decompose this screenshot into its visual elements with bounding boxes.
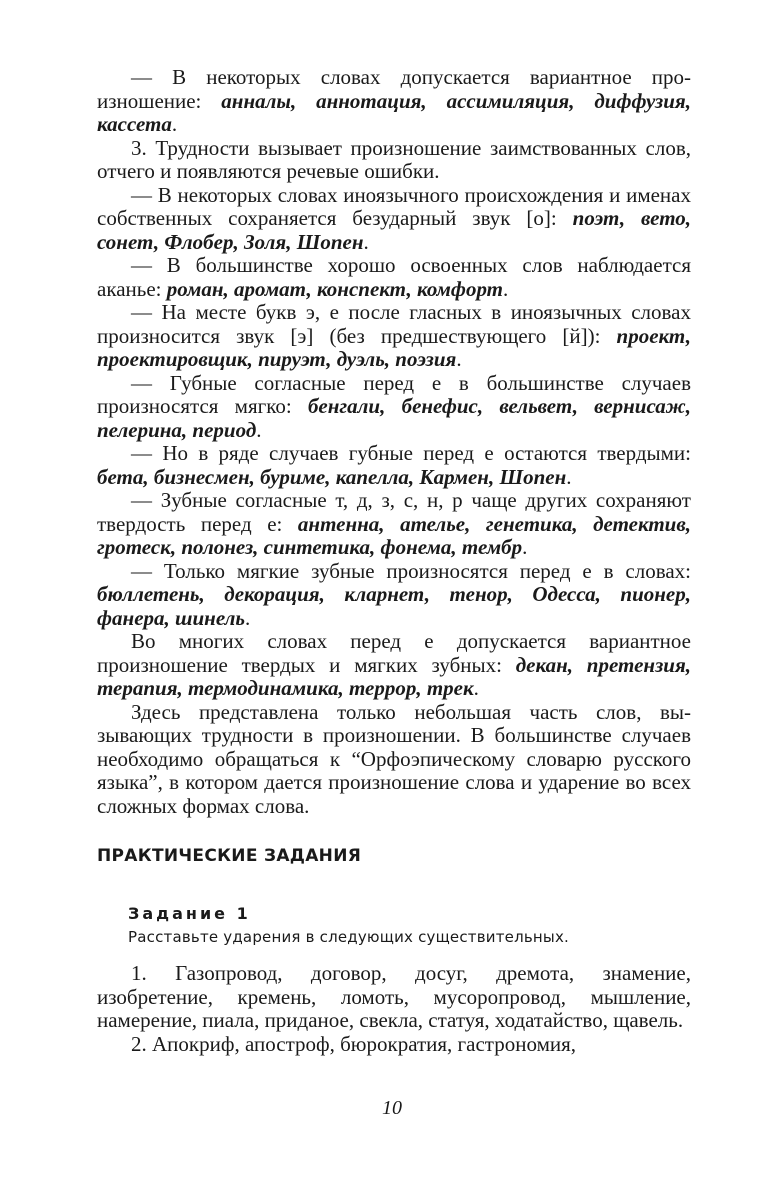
paragraph: Во многих словах перед е допускается вариантное произношение твердых и мягких зубных: декан, претензия, терапия, термодинамика, террор, трек. (97, 629, 692, 700)
examples: бенгали, бенефис, вельвет, вернисаж, пелерина, период (97, 394, 691, 442)
task-instruction: Расставьте ударения в следующих существительных. (128, 928, 570, 946)
paragraph: 3. Трудности вызывает произношение заимствованных слов, отчего и появляются речевые ошибки. (97, 135, 691, 183)
examples: декан, претензия, терапия, термодинамика, террор, трек (97, 652, 692, 700)
exercise-item: 2. Апокриф, апостроф, бюрократия, гастрономия, (131, 1031, 577, 1056)
paragraph: — В некоторых словах допускается вариантное произношение: анналы, аннотация, ассимиляция, диффузия, кассета. (97, 65, 691, 136)
paragraph: — В большинстве хорошо освоенных слов наблюдается аканье: роман, аромат, конспект, комфорт. (97, 253, 691, 301)
examples: антенна, ателье, генетика, детектив, гротеск, полонез, синтетика, фонема, тембр (97, 511, 691, 559)
examples: бета, бизнесмен, буриме, капелла, Кармен, Шопен (97, 464, 567, 489)
exercise-list (97, 962, 691, 1056)
paragraph: — Только мягкие зубные произносятся перед е в словах: бюллетень, декорация, кларнет, тенор, Одесса, пионер, фанера, шинель. (97, 558, 691, 630)
examples: роман, аромат, конспект, комфорт (166, 276, 504, 301)
examples: проект, проектировщик, пируэт, дуэль, поэзия (97, 323, 691, 371)
task-title: Задание 1 (128, 904, 251, 923)
examples: бюллетень, декорация, кларнет, тенор, Одесса, пионер, фанера, шинель (97, 582, 691, 630)
paragraph: — В некоторых словах иноязычного происхождения и именах собственных сохраняется безударный звук [о]: поэт, вето, сонет, Флобер, Золя, Шопен. (97, 182, 691, 254)
paragraph: — На месте букв э, е после гласных в иноязычных словах произносится звук [э] (без предшествующего [й]): проект, проектировщик, пируэт, дуэль, поэзия. (97, 300, 691, 371)
paragraph: Здесь представлена только небольшая часть слов, вызывающих трудности в произношении. В большинстве случаев необходимо обращаться к “Орфоэпическому словарю русского языка”, в котором дается произношение слова и ударение во всех сложных формах слова. (97, 699, 691, 818)
examples: анналы, аннотация, ассимиляция, диффузия, кассета (97, 88, 691, 136)
page-number: 10 (382, 1097, 402, 1119)
examples: поэт, вето, сонет, Флобер, Золя, Шопен (97, 206, 691, 254)
paragraph: — Губные согласные перед е в большинстве случаев произносятся мягко: бенгали, бенефис, вельвет, вернисаж, пелерина, период. (97, 370, 691, 442)
body-text (97, 66, 691, 818)
exercise-item: 1. Газопровод, договор, досуг, дремота, знамение, изобретение, кремень, ломоть, мусоропровод, мышление, намерение, пиала, приданое, свекла, статуя, ходатайство, щавель. (97, 961, 691, 1032)
paragraph: — Зубные согласные т, д, з, с, н, р чаще других сохраняют твердость перед е: антенна, ателье, генетика, детектив, гротеск, полонез, синтетика, фонема, тембр. (97, 488, 691, 559)
paragraph: — Но в ряде случаев губные перед е остаются твердыми: бета, бизнесмен, буриме, капелла, Кармен, Шопен. (97, 441, 691, 489)
section-title: ПРАКТИЧЕСКИЕ ЗАДАНИЯ (97, 846, 362, 866)
